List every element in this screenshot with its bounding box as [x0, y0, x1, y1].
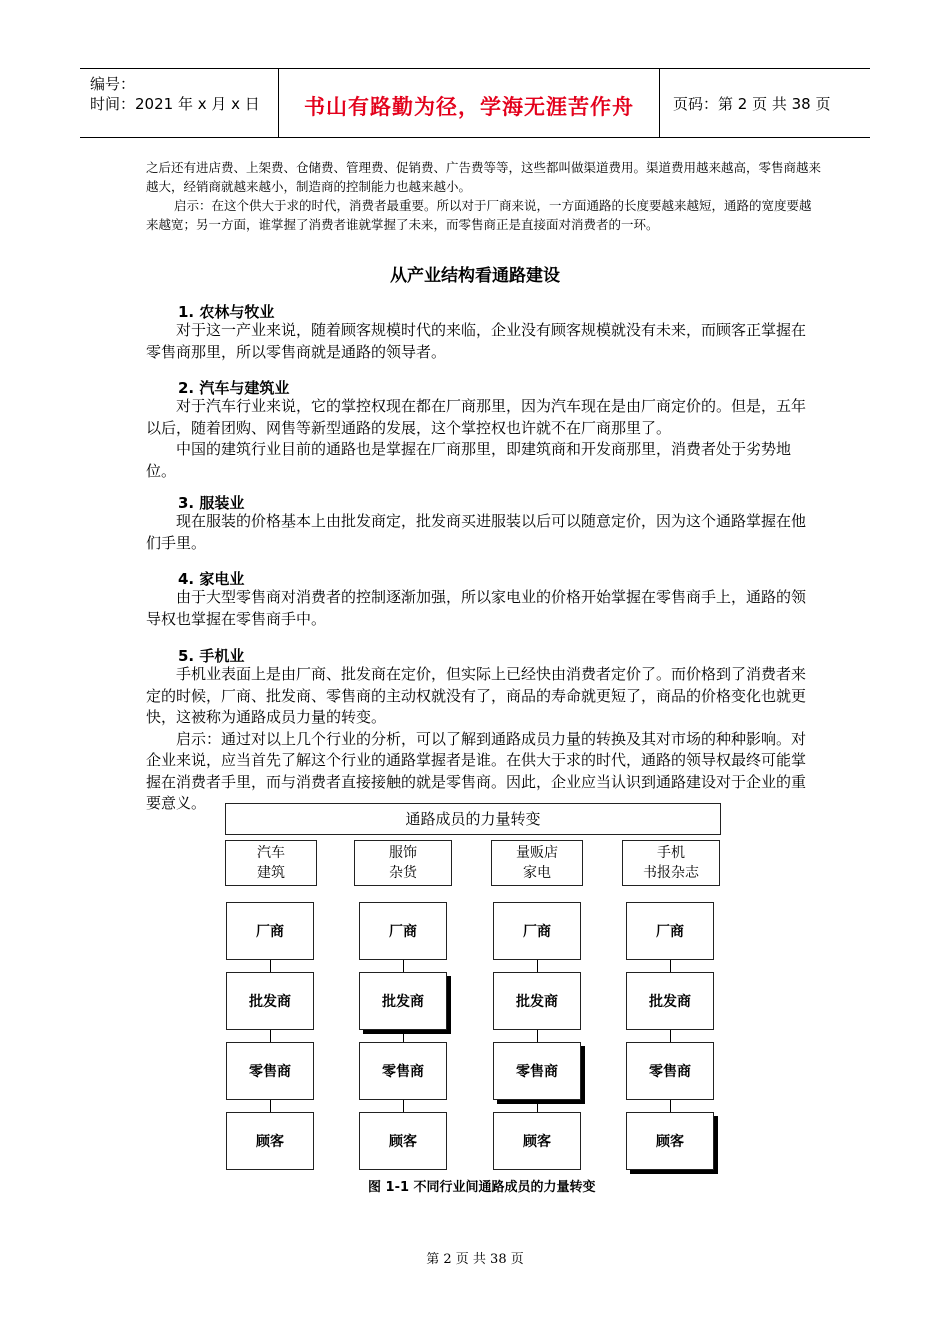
section-title: 从产业结构看通路建设 [390, 266, 560, 286]
category-label: 手机 [657, 845, 685, 861]
node-customer: 顾客 [359, 1112, 447, 1170]
connector-line [270, 1030, 271, 1042]
section-4-body [146, 587, 810, 630]
intro-paragraph-2: 启示：在这个供大于求的时代，消费者最重要。所以对于厂商来说，一方面通路的长度要越来越短，通路的宽度要越来越宽；另一方面，谁掌握了消费者谁就掌握了未来，而零售商正是直接面对消费者的一环。 [146, 198, 812, 232]
header-motto-cell [279, 69, 660, 137]
connector-line [403, 958, 404, 972]
paragraph: 对于这一产业来说，随着顾客规模时代的来临，企业没有顾客规模就没有未来，而顾客正掌握在零售商那里，所以零售商就是通路的领导者。 [146, 321, 807, 361]
paragraph: 由于大型零售商对消费者的控制逐渐加强，所以家电业的价格开始掌握在零售商手上，通路的领导权也掌握在零售商手中。 [146, 588, 807, 628]
connector-line [403, 1100, 404, 1112]
connector-line [670, 958, 671, 972]
figure-caption: 图 1-1 不同行业间通路成员的力量转变 [368, 1180, 596, 1195]
category-label: 杂货 [389, 865, 417, 881]
node-manufacturer: 厂商 [626, 902, 714, 960]
category-box-mobile [622, 840, 720, 886]
paragraph: 中国的建筑行业目前的通路也是掌握在厂商那里，即建筑商和开发商那里，消费者处于劣势地位。 [146, 440, 792, 480]
node-retailer: 零售商 [359, 1042, 447, 1100]
header-table [80, 68, 870, 138]
header-meta-cell [80, 69, 279, 137]
node-manufacturer: 厂商 [359, 902, 447, 960]
node-retailer: 零售商 [226, 1042, 314, 1100]
connector-line [537, 958, 538, 972]
category-label: 建筑 [257, 865, 285, 881]
category-label: 汽车 [257, 845, 285, 861]
connector-line [670, 1100, 671, 1112]
node-wholesaler-highlighted: 批发商 [359, 972, 447, 1030]
page-info: 页码：第 2 页 共 38 页 [673, 95, 831, 113]
section-2-body [146, 396, 810, 482]
node-wholesaler: 批发商 [493, 972, 581, 1030]
number-label: 编号： [90, 75, 136, 93]
intro-paragraph-1: 之后还有进店费、上架费、仓储费、管理费、促销费、广告费等等，这些都叫做渠道费用。渠道费用越来越高，零售商越来越大，经销商就越来越小，制造商的控制能力也越来越小。 [146, 160, 822, 194]
node-customer: 顾客 [226, 1112, 314, 1170]
page-footer: 第 2 页 共 38 页 [426, 1252, 524, 1267]
paragraph: 启示：通过对以上几个行业的分析，可以了解到通路成员力量的转换及其对市场的种种影响。对企业来说，应当首先了解这个行业的通路掌握者是谁。在供大于求的时代，通路的领导权最终可能掌握在消费者手里，而与消费者直接接触的就是零售商。因此，企业应当认识到通路建设对于企业的重要意义。 [146, 729, 807, 812]
category-box-apparel [354, 840, 452, 886]
node-customer-highlighted: 顾客 [626, 1112, 714, 1170]
diagram-title-box: 通路成员的力量转变 [225, 803, 721, 835]
motto: 书山有路勤为径，学海无涯苦作舟 [304, 95, 634, 119]
category-box-appliance [491, 840, 583, 886]
node-retailer: 零售商 [626, 1042, 714, 1100]
category-label: 量贩店 [516, 845, 558, 861]
heading-5: 5. 手机业 [178, 647, 245, 665]
node-wholesaler: 批发商 [226, 972, 314, 1030]
connector-line [537, 1030, 538, 1042]
paragraph: 对于汽车行业来说，它的掌控权现在都在厂商那里，因为汽车现在是由厂商定价的。但是，五年以后，随着团购、网售等新型通路的发展，这个掌控权也许就不在厂商那里了。 [146, 397, 807, 437]
time-label: 时间：2021 年 x 月 x 日 [90, 95, 260, 113]
intro-block [146, 158, 822, 234]
paragraph: 手机业表面上是由厂商、批发商在定价，但实际上已经快由消费者定价了。而价格到了消费者来定的时候，厂商、批发商、零售商的主动权就没有了，商品的寿命就更短了，商品的价格变化也就更快，这被称为通路成员力量的转变。 [146, 665, 807, 726]
connector-line [537, 1100, 538, 1112]
heading-2: 2. 汽车与建筑业 [178, 379, 290, 397]
node-wholesaler: 批发商 [626, 972, 714, 1030]
node-retailer-highlighted: 零售商 [493, 1042, 581, 1100]
section-1-body [146, 320, 810, 363]
section-5-body [146, 664, 810, 815]
node-customer: 顾客 [493, 1112, 581, 1170]
node-manufacturer: 厂商 [226, 902, 314, 960]
node-manufacturer: 厂商 [493, 902, 581, 960]
connector-line [270, 958, 271, 972]
connector-line [403, 1030, 404, 1042]
category-label: 家电 [523, 865, 551, 881]
category-label: 书报杂志 [643, 865, 699, 881]
connector-line [270, 1100, 271, 1112]
category-box-auto [225, 840, 317, 886]
heading-3: 3. 服装业 [178, 494, 245, 512]
section-3-body [146, 511, 810, 554]
connector-line [670, 1030, 671, 1042]
heading-4: 4. 家电业 [178, 570, 245, 588]
heading-1: 1. 农林与牧业 [178, 303, 275, 321]
category-label: 服饰 [389, 845, 417, 861]
paragraph: 现在服装的价格基本上由批发商定，批发商买进服装以后可以随意定价，因为这个通路掌握在他们手里。 [146, 512, 807, 552]
